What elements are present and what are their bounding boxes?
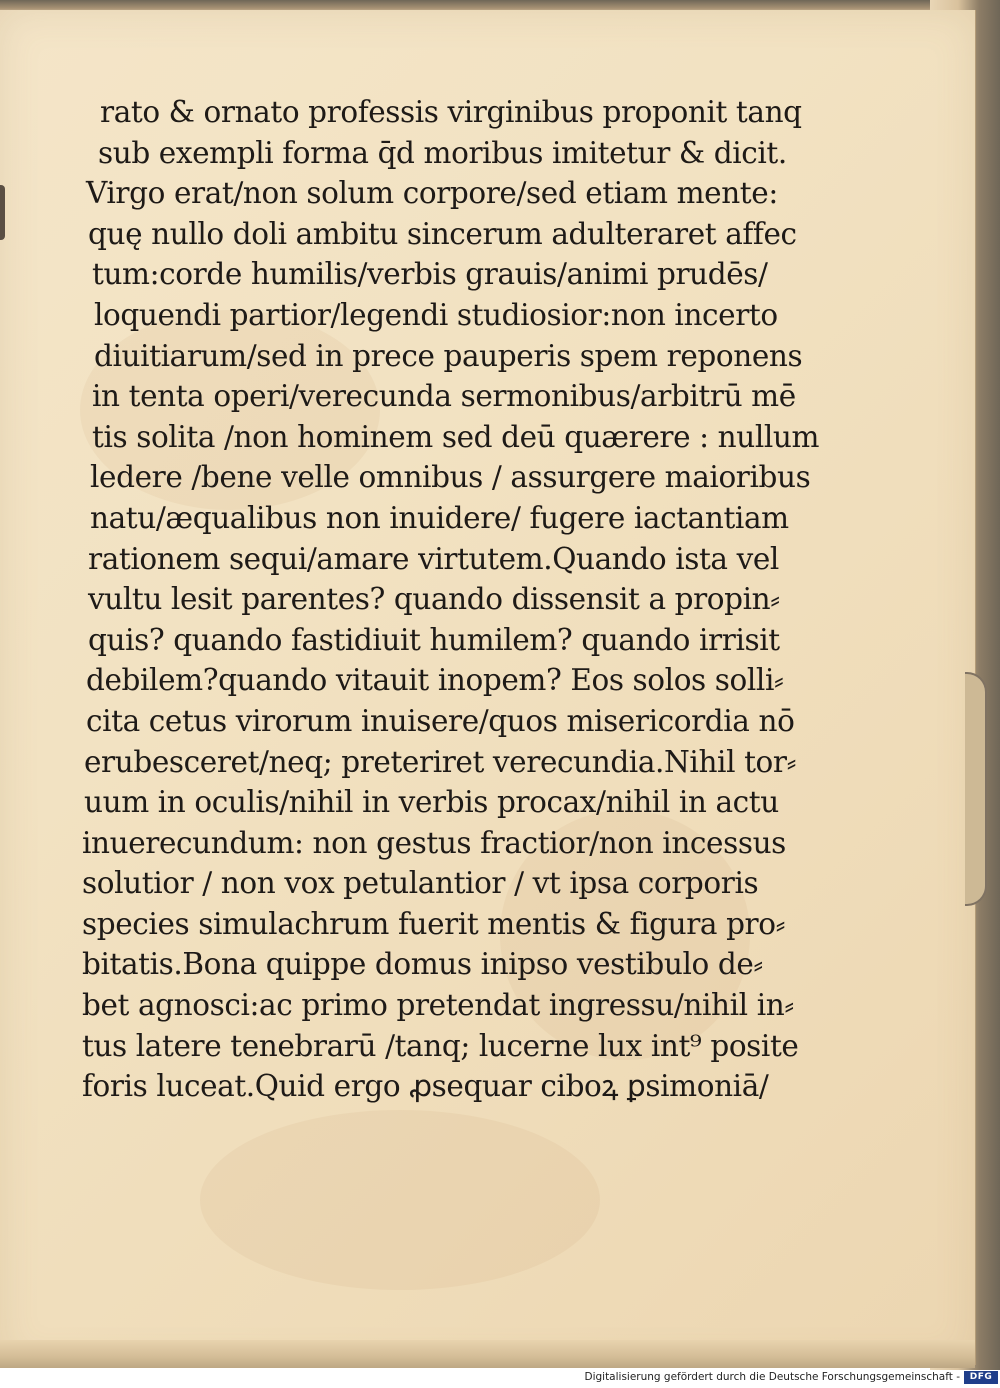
binding-mark xyxy=(0,185,5,240)
page-clip xyxy=(965,672,987,906)
text-line: tum:corde humilis/verbis grauis/animi prudēs/ xyxy=(92,257,768,292)
text-line: inuerecundum: non gestus fractior/non incessus xyxy=(82,825,786,860)
text-line: foris luceat.Quid ergo ꝓsequar ciboꝝ ꝑsimoniā/ xyxy=(82,1069,769,1104)
text-line: quis? quando fastidiuit humilem? quando irrisit xyxy=(88,622,780,657)
paper-stain xyxy=(200,1110,600,1290)
text-line: loquendi partior/legendi studiosior:non incerto xyxy=(94,297,778,332)
text-line: bet agnosci:ac primo pretendat ingressu/nihil in⸗ xyxy=(82,988,794,1023)
text-line: diuitiarum/sed in prece pauperis spem reponens xyxy=(94,338,803,373)
text-line: solutior / non vox petulantior / vt ipsa corporis xyxy=(82,866,759,901)
text-line: debilem?quando vitauit inopem? Eos solos solli⸗ xyxy=(86,663,784,698)
digitization-credit: Digitalisierung gefördert durch die Deutsche Forschungsgemeinschaft - xyxy=(584,1371,960,1383)
text-line: rato & ornato professis virginibus proponit tanq xyxy=(100,95,802,129)
text-line: species simulachrum fuerit mentis & figura pro⸗ xyxy=(82,906,786,941)
text-line: ledere /bene velle omnibus / assurgere maioribus xyxy=(90,460,811,495)
text-block xyxy=(82,92,820,1107)
text-line: quę nullo doli ambitu sincerum adulteraret affec xyxy=(88,216,797,251)
dfg-logo: DFG xyxy=(964,1371,998,1384)
text-line: tus latere tenebrarū /tanq; lucerne lux int⁹ posite xyxy=(82,1028,799,1063)
text-line: in tenta operi/verecunda sermonibus/arbitrū mē xyxy=(92,379,796,414)
text-line: uum in oculis/nihil in verbis procax/nihil in actu xyxy=(84,785,779,820)
text-line: tis solita /non hominem sed deū quærere : nullum xyxy=(92,419,820,454)
text-line: rationem sequi/amare virtutem.Quando ista vel xyxy=(88,541,779,576)
text-line: sub exempli forma q̄d moribus imitetur & dicit. xyxy=(98,135,787,170)
text-line: cita cetus virorum inuisere/quos misericordia nō xyxy=(86,703,795,738)
text-line: erubesceret/neq; preteriret verecundia.Nihil tor⸗ xyxy=(84,744,797,779)
text-line: Virgo erat/non solum corpore/sed etiam mente: xyxy=(86,176,778,211)
text-line: vultu lesit parentes? quando dissensit a propin⸗ xyxy=(88,582,780,617)
page-bottom-edge xyxy=(0,1340,975,1368)
text-line: bitatis.Bona quippe domus inipso vestibulo de⸗ xyxy=(82,947,763,982)
text-line: natu/æqualibus non inuidere/ fugere iactantiam xyxy=(90,500,789,535)
